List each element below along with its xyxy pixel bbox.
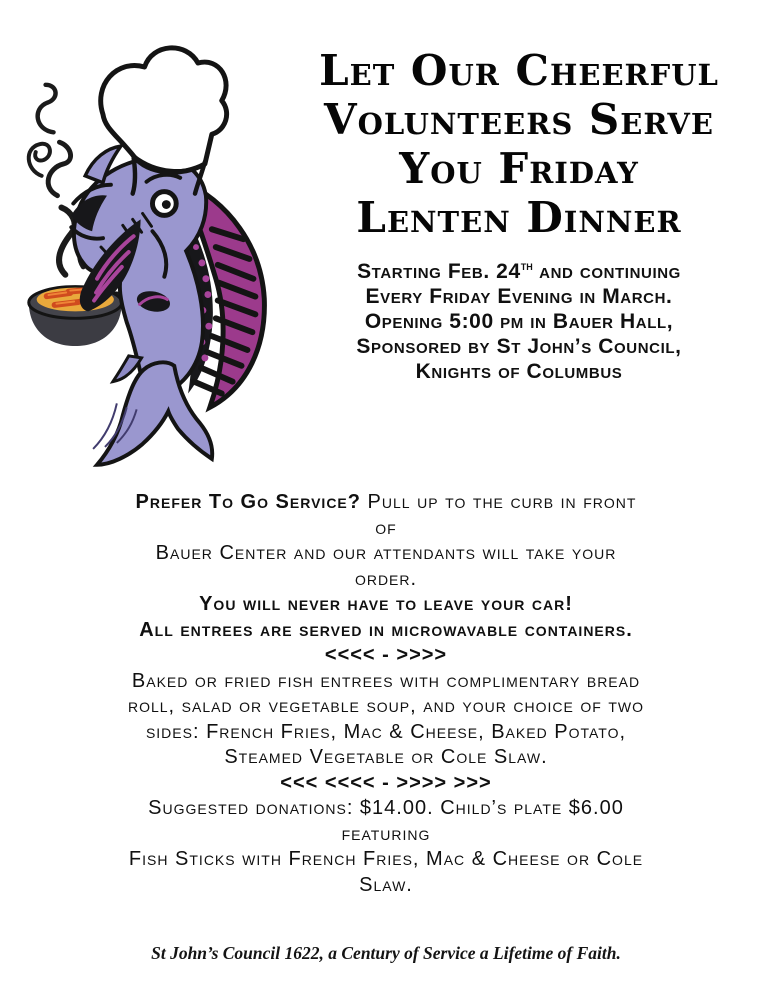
to-go-service-label: Prefer To Go Service? xyxy=(135,491,361,513)
start-date-post: and continuing xyxy=(532,260,681,283)
title-line: Volunteers Serve xyxy=(323,95,714,144)
page-title xyxy=(290,46,748,242)
title-line: You Friday xyxy=(399,144,639,193)
body-line: of xyxy=(375,516,397,539)
body-line: Bauer Center and our attendants will take your xyxy=(155,542,617,564)
body-line: Suggested donations: $14.00. Child’s plate $6.00 xyxy=(148,797,624,819)
body-text xyxy=(0,490,772,898)
body-line-text: Pull up to the curb in front xyxy=(361,491,637,513)
body-line: <<<< - >>>> xyxy=(324,644,448,666)
footer-motto: St John’s Council 1622, a Century of Service a Lifetime of Faith. xyxy=(151,943,621,963)
body-line: roll, salad or vegetable soup, and your choice of two xyxy=(127,695,645,717)
body-line: Slaw. xyxy=(359,873,413,896)
title-line: Lenten Dinner xyxy=(356,193,682,242)
event-details xyxy=(290,254,748,384)
start-date-pre: Starting Feb. 24 xyxy=(357,260,521,283)
fish-eye xyxy=(152,192,176,216)
header-text-column xyxy=(290,34,772,477)
body-line: sides: French Fries, Mac & Cheese, Baked Potato, xyxy=(145,720,627,743)
body-line: Steamed Vegetable or Cole Slaw. xyxy=(224,746,548,768)
event-details-line xyxy=(290,254,748,284)
body-line: <<< <<<< - >>>> >>> xyxy=(280,771,492,794)
event-details-line: Sponsored by St John’s Council, xyxy=(356,335,682,358)
event-details-line: Every Friday Evening in March. xyxy=(365,285,673,308)
date-ordinal-suffix: th xyxy=(520,259,533,273)
event-details-line: Opening 5:00 pm in Bauer Hall, xyxy=(364,310,674,333)
body-line: You will never have to leave your car! xyxy=(199,593,573,615)
event-details-line: Knights of Columbus xyxy=(415,360,623,383)
header-section xyxy=(0,0,772,477)
body-line: Baked or fried fish entrees with complimentary bread xyxy=(131,669,641,692)
title-line: Let Our Cheerful xyxy=(319,46,719,95)
body-line: All entrees are served in microwavable containers. xyxy=(139,618,633,641)
body-line: Fish Sticks with French Fries, Mac & Cheese or Cole xyxy=(128,848,644,870)
body-line: featuring xyxy=(341,822,431,845)
body-line xyxy=(26,490,746,516)
fish-chef-clipart xyxy=(8,34,290,472)
body-line: order. xyxy=(354,567,418,590)
fish-chef-illustration xyxy=(0,34,290,477)
